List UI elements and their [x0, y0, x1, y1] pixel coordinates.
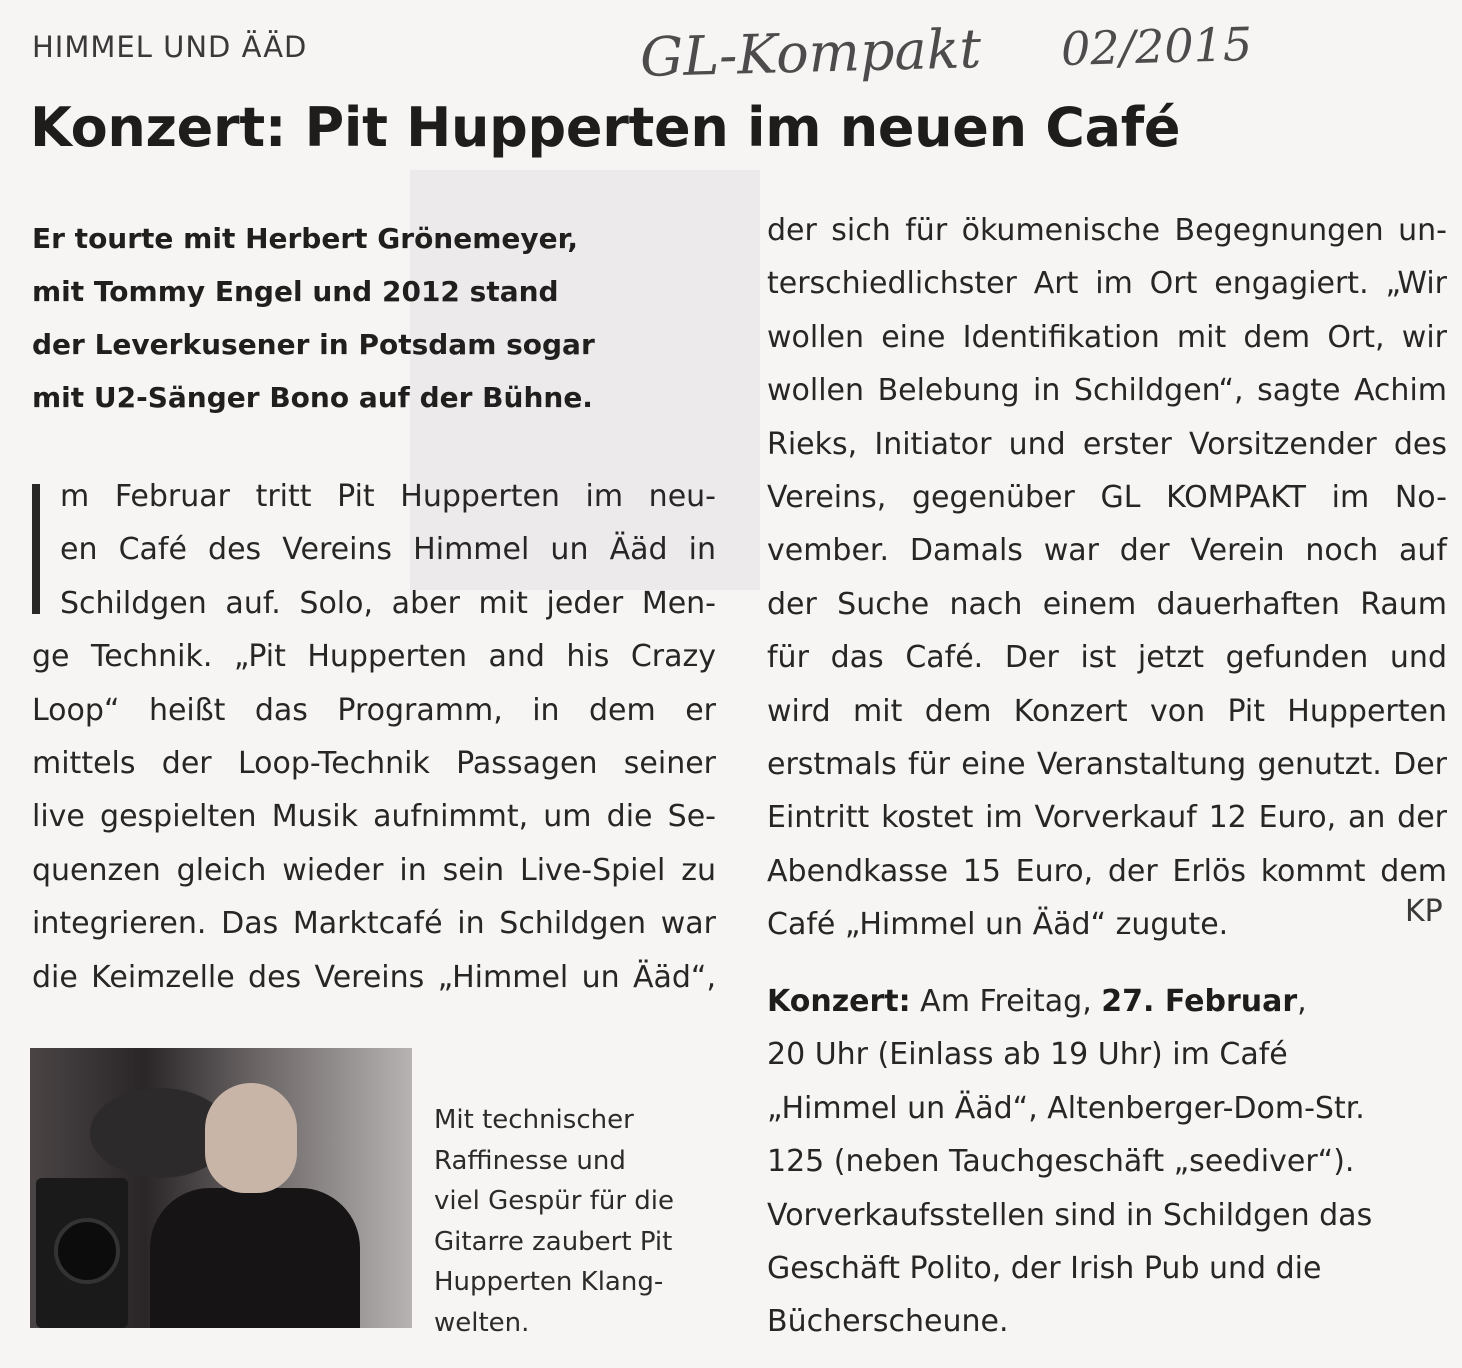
- body-line: quenzen gleich wieder in sein Live-Spiel zu: [32, 852, 716, 888]
- event-info-first-line: [767, 975, 1447, 1028]
- event-punct: ,: [1297, 984, 1307, 1019]
- body-line: integrieren. Das Marktcafé in Schildgen war: [32, 906, 716, 942]
- body-line: Loop“ heißt das Programm, in dem er: [32, 692, 716, 728]
- lead-line: Er tourte mit Herbert Grönemeyer,: [32, 222, 578, 255]
- lead-line: der Leverkusener in Potsdam sogar: [32, 328, 595, 361]
- handwritten-note: [639, 10, 1253, 89]
- body-column-1: [32, 470, 716, 1004]
- body-line: der sich für ökumenische Begegnungen un-: [767, 213, 1447, 248]
- event-info-line: Vorverkaufsstellen sind in Schildgen das: [767, 1197, 1373, 1233]
- body-line: erstmals für eine Veranstaltung genutzt. Der: [767, 747, 1447, 783]
- event-info-line: Bücherscheune.: [767, 1304, 1009, 1340]
- lead-line: mit U2-Sänger Bono auf der Bühne.: [32, 381, 593, 414]
- body-line: mittels der Loop-Technik Passagen seiner: [32, 746, 716, 782]
- section-kicker: HIMMEL UND ÄÄD: [32, 30, 308, 64]
- body-line: der Suche nach einem dauerhaften Raum: [767, 586, 1447, 622]
- musician-photo: [30, 1048, 412, 1328]
- photo-caption: [434, 1100, 674, 1343]
- body-line: wird mit dem Konzert von Pit Hupperten: [767, 693, 1447, 729]
- body-line: m Februar tritt Pit Hupperten im neu-: [60, 479, 716, 514]
- caption-line: Raffinesse und: [434, 1145, 626, 1176]
- caption-line: Mit technischer: [434, 1105, 634, 1135]
- body-line: Vereins, gegenüber GL KOMPAKT im No-: [767, 480, 1447, 516]
- caption-line: Hupperten Klang-: [434, 1267, 664, 1297]
- body-line: die Keimzelle des Vereins „Himmel un Ääd“,: [32, 959, 716, 995]
- body-line: für das Café. Der ist jetzt gefunden und: [767, 640, 1447, 676]
- lead-line: mit Tommy Engel und 2012 stand: [32, 275, 559, 308]
- event-info-line: „Himmel un Ääd“, Altenberger-Dom-Str.: [767, 1090, 1365, 1126]
- body-line: Eintritt kostet im Vorverkauf 12 Euro, an der: [767, 800, 1447, 836]
- caption-line: Gitarre zaubert Pit: [434, 1226, 673, 1257]
- event-day: Am Freitag,: [910, 984, 1102, 1019]
- caption-line: viel Gespür für die: [434, 1186, 675, 1216]
- photo-speaker-shape: [36, 1178, 128, 1328]
- body-line: Café „Himmel un Ääd“ zugute.: [767, 907, 1229, 943]
- body-line: live gespielten Musik aufnimmt, um die Se-: [32, 799, 716, 835]
- headline: Konzert: Pit Hupperten im neuen Café: [30, 96, 1181, 159]
- lead-paragraph: [32, 212, 722, 424]
- author-initials: KP: [1405, 894, 1443, 929]
- bleed-through-left: [0, 0, 30, 1368]
- caption-line: welten.: [434, 1307, 530, 1338]
- body-line: vember. Damals war der Verein noch auf: [767, 533, 1447, 569]
- body-line: Abendkasse 15 Euro, der Erlös kommt dem: [767, 853, 1447, 889]
- event-info: [767, 975, 1447, 1349]
- body-line: Schildgen auf. Solo, aber mit jeder Men-: [60, 585, 716, 621]
- body-line: wollen Belebung in Schildgen“, sagte Achim: [767, 373, 1447, 409]
- photo-person-body-shape: [150, 1188, 360, 1328]
- event-info-line: Geschäft Polito, der Irish Pub und die: [767, 1251, 1322, 1287]
- body-column-2: [767, 204, 1447, 952]
- event-label: Konzert:: [767, 984, 911, 1019]
- body-line: terschiedlichster Art im Ort engagiert. „Wir: [767, 266, 1447, 302]
- body-line: ge Technik. „Pit Hupperten and his Crazy: [32, 639, 716, 675]
- body-line: wollen eine Identifikation mit dem Ort, wir: [767, 319, 1447, 355]
- event-info-line: 125 (neben Tauchgeschäft „seediver“).: [767, 1144, 1355, 1180]
- handwritten-date: 02/2015: [1060, 16, 1253, 76]
- handwritten-publication: GL-Kompakt: [639, 17, 982, 90]
- event-date: 27. Februar: [1101, 984, 1298, 1019]
- body-line: en Café des Vereins Himmel un Ääd in: [60, 532, 716, 568]
- event-info-line: 20 Uhr (Einlass ab 19 Uhr) im Café: [767, 1037, 1288, 1073]
- body-line: Rieks, Initiator und erster Vorsitzender des: [767, 426, 1447, 462]
- photo-person-head-shape: [205, 1083, 297, 1193]
